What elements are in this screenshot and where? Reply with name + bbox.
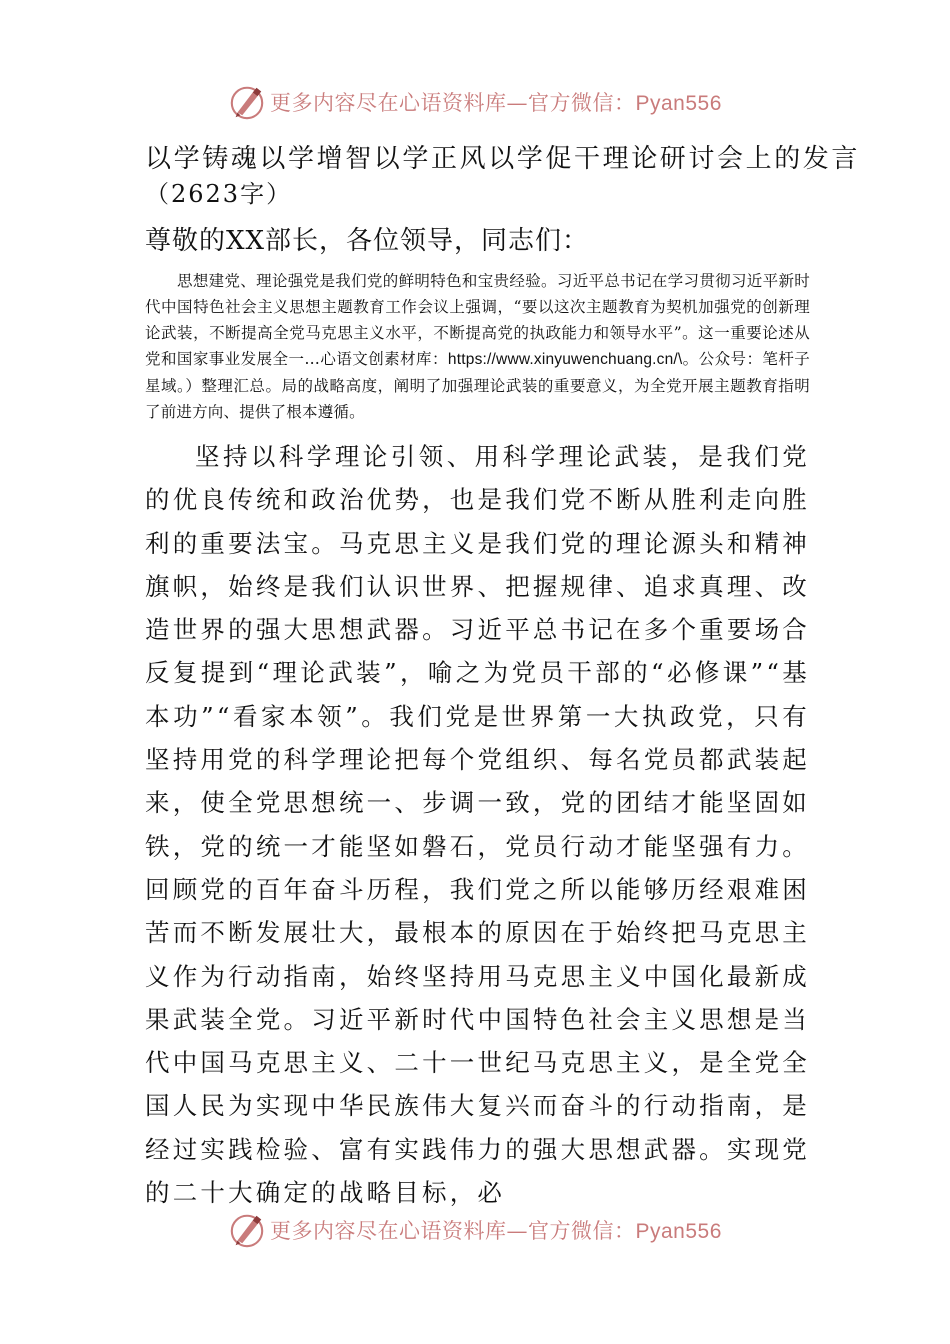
document-title: 以学铸魂以学增智以学正风以学促干理论研讨会上的发言 [145,144,861,174]
pen-logo-icon [228,1211,266,1249]
document-word-count: （2623字） [145,180,293,208]
source-url: https://www.xinyuwenchuang.cn/\。 [447,351,699,368]
watermark-banner-top [228,82,748,122]
watermark-banner-bottom [228,1210,748,1250]
watermark-text: 更多内容尽在心语资料库—官方微信：Pyan556 [270,91,722,115]
abstract-paragraph: 思想建党、理论强党是我们党的鲜明特色和宝贵经验。习近平总书记在学习贯彻习近平新时代中国特色社会主义思想主题教育工作会议上强调，“要以这次主题教育为契机加强党的创新理论武装，不断提高全党马克思主义水平，不断提高党的执政能力和领导水平”。这一重要论述从党和国家事业发展全一…心语文创素材库：https://www.xinyuwenchuang.cn/\。公众号：笔杆子星域。）整理汇总。局的战略高度，阐明了加强理论武装的重要意义，为全党开展主题教育指明了前进方向、提供了根本遵循。 [145,272,810,421]
body-paragraph: 坚持以科学理论引领、用科学理论武装，是我们党的优良传统和政治优势，也是我们党不断从胜利走向胜利的重要法宝。马克思主义是我们党的理论源头和精神旗帜，始终是我们认识世界、把握规律、追求真理、改造世界的强大思想武器。习近平总书记在多个重要场合反复提到“理论武装”，喻之为党员干部的“必修课”“基本功”“看家本领”。我们党是世界第一大执政党，只有坚持用党的科学理论把每个党组织、每名党员都武装起来，使全党思想统一、步调一致，党的团结才能坚固如铁，党的统一才能坚如磐石，党员行动才能坚强有力。回顾党的百年奋斗历程，我们党之所以能够历经艰难困苦而不断发展壮大，最根本的原因在于始终把马克思主义作为行动指南，始终坚持用马克思主义中国化最新成果武装全党。习近平新时代中国特色社会主义思想是当代中国马克思主义、二十一世纪马克思主义，是全党全国人民为实现中华民族伟大复兴而奋斗的行动指南，是经过实践检验、富有实践伟力的强大思想武器。实现党的二十大确定的战略目标，必 [145,442,810,1208]
pen-logo-icon [228,83,266,121]
document-body [145,140,861,1214]
salutation: 尊敬的XX部长，各位领导，同志们： [145,226,590,256]
watermark-text: 更多内容尽在心语资料库—官方微信：Pyan556 [270,1219,722,1243]
